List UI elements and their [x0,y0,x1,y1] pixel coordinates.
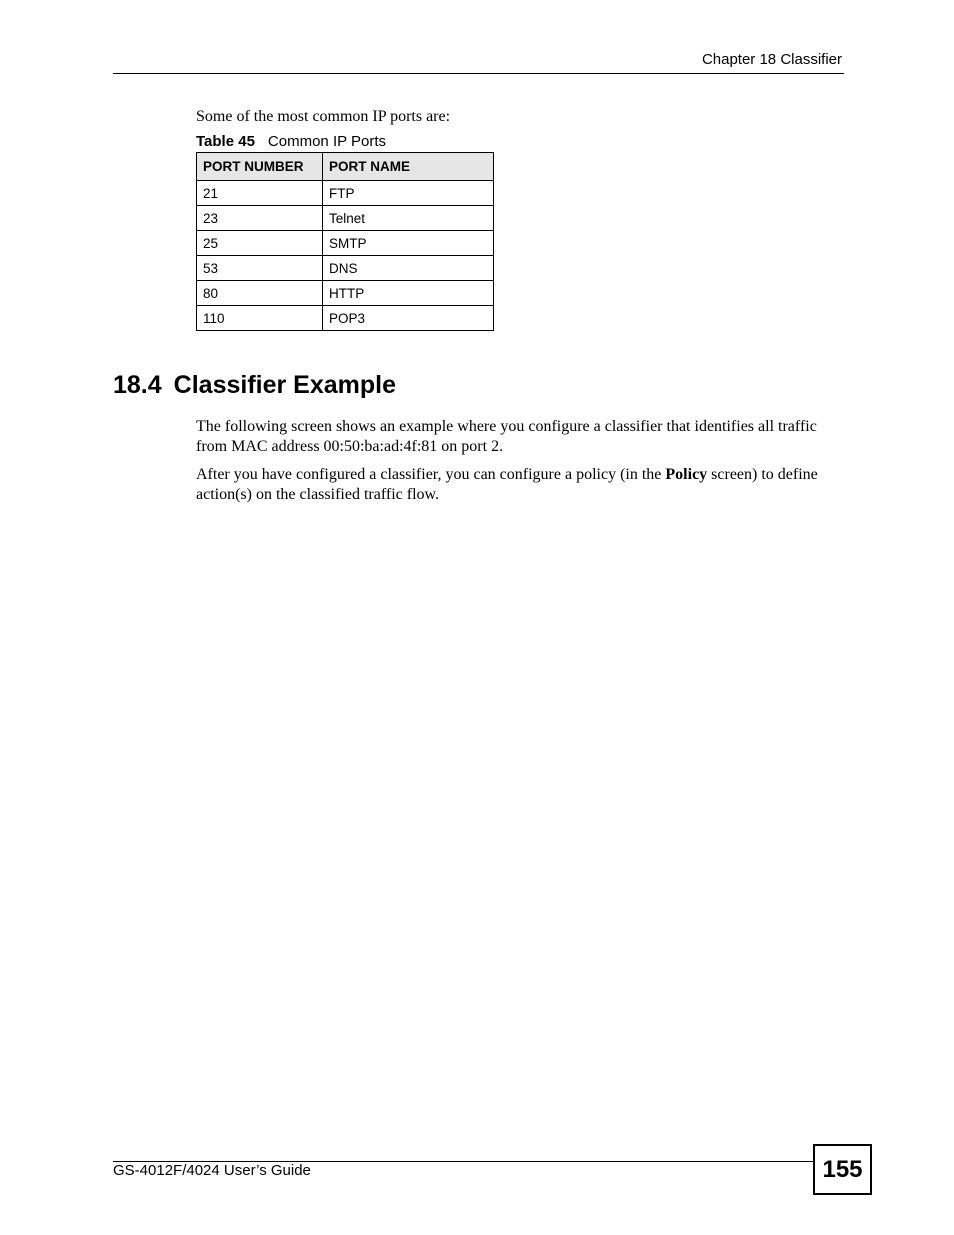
port-number-cell: 23 [197,206,323,231]
port-name-cell: POP3 [323,306,494,331]
footer-guide-title: GS-4012F/4024 User’s Guide [113,1162,311,1179]
table-caption-title: Common IP Ports [267,133,387,150]
table-row [197,181,494,206]
port-name-cell: SMTP [323,231,494,256]
port-number-cell: 21 [197,181,323,206]
table-row [197,231,494,256]
table-row [197,281,494,306]
table-caption [196,133,386,150]
table-caption-label: Table 45 [196,133,255,150]
policy-screen-reference: Policy [665,466,708,483]
port-number-cell: 53 [197,256,323,281]
section-number: 18.4 [113,371,162,399]
paragraph-2-start: After you have configured a classifier, you can configure a policy (in the [196,466,666,483]
port-name-cell: HTTP [323,281,494,306]
intro-text: Some of the most common IP ports are: [196,108,451,125]
paragraph-2-end: screen) to define action(s) on the classified traffic flow. [196,466,818,503]
running-header: Chapter 18 Classifier [701,51,842,68]
body-paragraph-2 [196,465,826,505]
port-name-cell: DNS [323,256,494,281]
page-number: 155 [813,1144,872,1195]
port-number-cell: 25 [197,231,323,256]
section-title-text: Classifier Example [173,371,397,399]
section-title [113,371,396,400]
table-header-row [197,153,494,181]
port-name-cell: Telnet [323,206,494,231]
table-row [197,206,494,231]
port-name-cell: FTP [323,181,494,206]
table-row [197,306,494,331]
port-number-cell: 80 [197,281,323,306]
column-header-port-number: PORT NUMBER [197,153,323,181]
port-number-cell: 110 [197,306,323,331]
body-paragraph-1: The following screen shows an example where you configure a classifier that identifies all traffic from MAC address 00:50:ba:ad:4f:81 on port 2. [196,418,817,455]
column-header-port-name: PORT NAME [323,153,494,181]
header-rule [113,73,844,74]
table-row [197,256,494,281]
common-ip-ports-table [196,152,494,331]
